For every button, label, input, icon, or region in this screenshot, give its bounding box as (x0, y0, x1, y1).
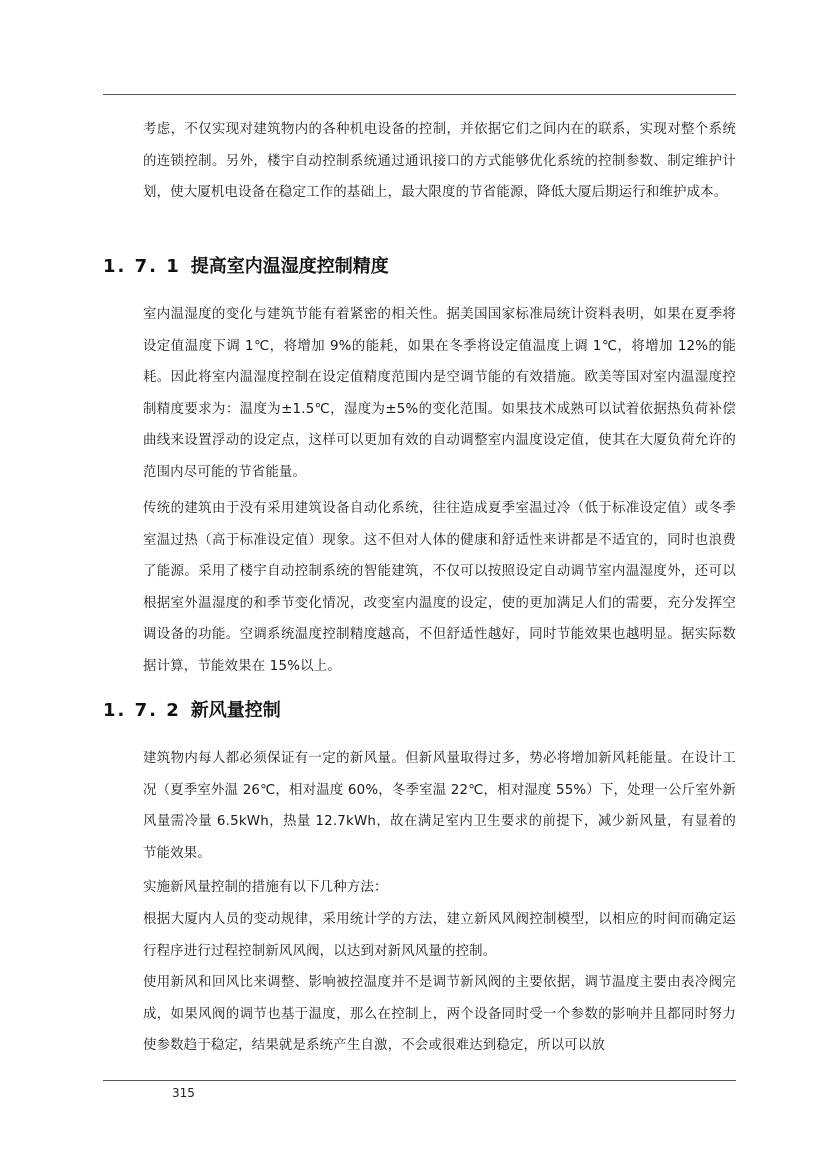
section-heading-1-7-2 (103, 697, 281, 725)
section-title: 新风量控制 (190, 700, 281, 721)
header-rule (103, 94, 736, 95)
section-heading-1-7-1 (103, 253, 389, 281)
section-title: 提高室内温湿度控制精度 (190, 256, 389, 277)
section-number: 1. 7. 2 (103, 700, 181, 721)
paragraph-intro: 考虑，不仅实现对建筑物内的各种机电设备的控制，并依据它们之间内在的联系，实现对整个系统的连锁控制。另外，楼宇自动控制系统通过通讯接口的方式能够优化系统的控制参数、制定维护计划，使大厦机电设备在稳定工作的基础上，最大限度的节省能源，降低大厦后期运行和维护成本。 (143, 122, 736, 200)
paragraph-method-statistics: 根据大厦内人员的变动规律，采用统计学的方法，建立新风风阀控制模型，以相应的时间而确定运行程序进行过程控制新风风阀，以达到对新风风量的控制。 (143, 912, 736, 959)
paragraph-methods-intro: 实施新风量控制的措施有以下几种方法： (143, 880, 388, 895)
paragraph-method-return-air: 使用新风和回风比来调整、影响被控温度并不是调节新风阀的主要依据，调节温度主要由表冷阀完成，如果风阀的调节也基于温度，那么在控制上，两个设备同时受一个参数的影响并且都同时努力使参数趋于稳定，结果就是系统产生自激，不会或很难达到稳定，所以可以放 (143, 975, 736, 1053)
section-number: 1. 7. 1 (103, 256, 181, 277)
paragraph-humidity-energy: 室内温湿度的变化与建筑节能有着紧密的相关性。据美国国家标准局统计资料表明，如果在夏季将设定值温度下调 1℃，将增加 9%的能耗，如果在冬季将设定值温度上调 1℃，将增加 12%的能耗。因此将室内温湿度控制在设定值精度范围内是空调节能的有效措施。欧美等国对室内温湿度控制精度要求为：温度为±1.5℃，湿度为±5%的变化范围。如果技术成熟可以试着依据热负荷补偿曲线来设置浮动的设定点，这样可以更加有效的自动调整室内温度设定值，使其在大厦负荷允许的范围内尽可能的节省能量。 (143, 307, 736, 480)
footer-rule (103, 1080, 736, 1081)
paragraph-traditional-buildings: 传统的建筑由于没有采用建筑设备自动化系统，往往造成夏季室温过冷（低于标准设定值）或冬季室温过热（高于标准设定值）现象。这不但对人体的健康和舒适性来讲都是不适宜的，同时也浪费了能源。采用了楼宇自动控制系统的智能建筑，不仅可以按照设定自动调节室内温湿度外，还可以根据室外温湿度的和季节变化情况，改变室内温度的设定，使的更加满足人们的需要，充分发挥空调设备的功能。空调系统温度控制精度越高，不但舒适性越好，同时节能效果也越明显。据实际数据计算，节能效果在 15%以上。 (143, 501, 736, 674)
page-number: 315 (172, 1086, 195, 1100)
paragraph-fresh-air-volume: 建筑物内每人都必须保证有一定的新风量。但新风量取得过多，势必将增加新风耗能量。在设计工况（夏季室外温 26℃，相对温度 60%，冬季室温 22℃，相对湿度 55%）下，处理一公斤室外新风量需冷量 6.5kWh，热量 12.7kWh，故在满足室内卫生要求的前提下，减少新风量，有显着的节能效果。 (143, 751, 736, 861)
